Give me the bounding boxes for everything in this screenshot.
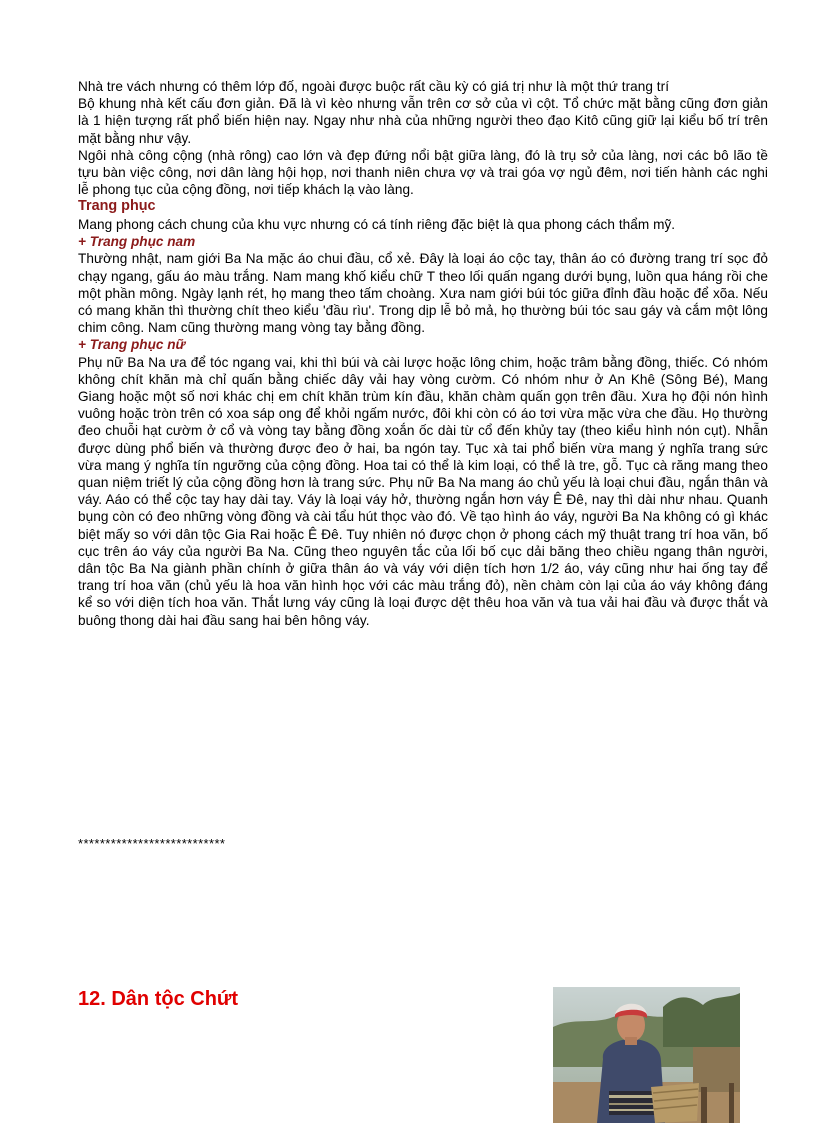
sub-heading-female-costume: + Trang phục nữ [78,337,186,353]
paragraph-male-costume: Thường nhật, nam giới Ba Na mặc áo chui đầu, cổ xẻ. Đây là loại áo cộc tay, thân áo có đường trang trí sọc đỏ chạy ngang, gấu áo màu trắng. Nam mang khố kiểu chữ T theo lối quấn ngang dưới bụng, luồn qua háng rồi che một phần mông. Ngày lạnh rét, họ mang theo tấm choàng. Xưa nam giới búi tóc giữa đỉnh đầu hoặc để xõa. Nếu có mang khăn thì thường chít theo kiểu 'đầu rìu'. Trong dịp lễ bỏ mả, họ thường búi tóc sau gáy và cắm một lông chim công. Nam cũng thường mang vòng tay bằng đồng. [78,251,768,336]
section-separator: *************************** [78,836,226,851]
paragraph-house-frame: Bộ khung nhà kết cấu đơn giản. Đã là vì kèo nhưng vẫn trên cơ sở của vì cột. Tổ chức mặt bằng cũng đơn giản là 1 hiện tượng rất phổ biến hiện nay. Ngay như nhà của những người theo đạo Kitô cũng giữ lại kiểu bố trí trên mặt bằng như vậy. [78,96,768,146]
chut-woman-photo [553,987,740,1123]
sub-heading-male-costume: + Trang phục nam [78,234,196,250]
paragraph-bamboo-walls: Nhà tre vách nhưng có thêm lớp đố, ngoài được buộc rất cầu kỳ có giá trị như là một thứ trang trí [78,79,670,94]
document-body [78,78,768,629]
paragraph-female-costume: Phụ nữ Ba Na ưa để tóc ngang vai, khi thì búi và cài lược hoặc lông chim, hoặc trâm bằng đồng, thiếc. Có nhóm không chít khăn mà chỉ quấn bằng chiếc dây vải hay vòng cườm. Có nhóm như ở An Khê (Sông Bé), Mang Giang hoặc một số nơi khác chị em chít khăn trùm kín đầu, khăn chàm quấn gọn trên đầu. Xưa họ đội nón hình vuông hoặc tròn trên có xoa sáp ong để khỏi ngấm nước, đôi khi còn có áo tơi vừa mặc vừa che đầu. Họ thường đeo chuỗi hạt cườm ở cổ và vòng tay bằng đồng xoắn ốc dài từ cổ đến khủy tay (theo kiểu hình nón cụt). Nhẫn được dùng phổ biến và thường được đeo ở hai, ba ngón tay. Tục xà tai phổ biến vừa mang ý nghĩa trang sức vừa mang ý nghĩa tín ngưỡng của cộng đồng. Hoa tai có thể là kim loại, có thể là tre, gỗ. Tục cà răng mang theo quan niệm triết lý của cộng đồng hơn là trang sức. Phụ nữ Ba Na mang áo chủ yếu là loại chui đầu, ngắn thân và váy. Aáo có thể cộc tay hay dài tay. Váy là loại váy hở, thường ngắn hơn váy Ê Đê, nay thì dài như nhau. Quanh bụng còn có đeo những vòng đồng và cài tẩu hút thọc vào đó. Về tạo hình áo váy, người Ba Na không có gì khác biệt mấy so với dân tộc Gia Rai hoặc Ê Đê. Tuy nhiên nó được chọn ở phong cách mỹ thuật trang trí hoa văn, bố cục trên áo váy của người Ba Na. Cũng theo nguyên tắc của lối bố cục dải băng theo chiều ngang thân người, dân tộc Ba Na giành phần chính ở giữa thân áo và váy với diện tích hơn 1/2 áo, váy cũng như hai ống tay để trang trí hoa văn (chủ yếu là hoa văn hình học với các màu trắng đỏ), nền chàm còn lại của áo váy không đáng kể so với diện tích hoa văn. Thắt lưng váy cũng là loại được dệt thêu hoa văn và tua vải hai đầu và được thắt và buông thong dài hai đầu sang hai bên hông váy. [78,354,768,628]
chapter-title: 12. Dân tộc Chứt [78,988,239,1010]
paragraph-communal-house: Ngôi nhà công cộng (nhà rông) cao lớn và đẹp đứng nổi bật giữa làng, đó là trụ sở của làng, nơi các bô lão tề tựu bàn việc công, nơi dân làng hội họp, nơi thanh niên chưa vợ và trai góa vợ ngủ đêm, nơi tiến hành các nghi lễ phong tục của cộng đồng, nơi tiếp khách lạ vào làng. [78,147,768,198]
paragraph-costume-intro: Mang phong cách chung của khu vực nhưng có cá tính riêng đặc biệt là qua phong cách thẩm mỹ. [78,217,676,233]
section-heading-costume: Trang phục [78,198,156,215]
